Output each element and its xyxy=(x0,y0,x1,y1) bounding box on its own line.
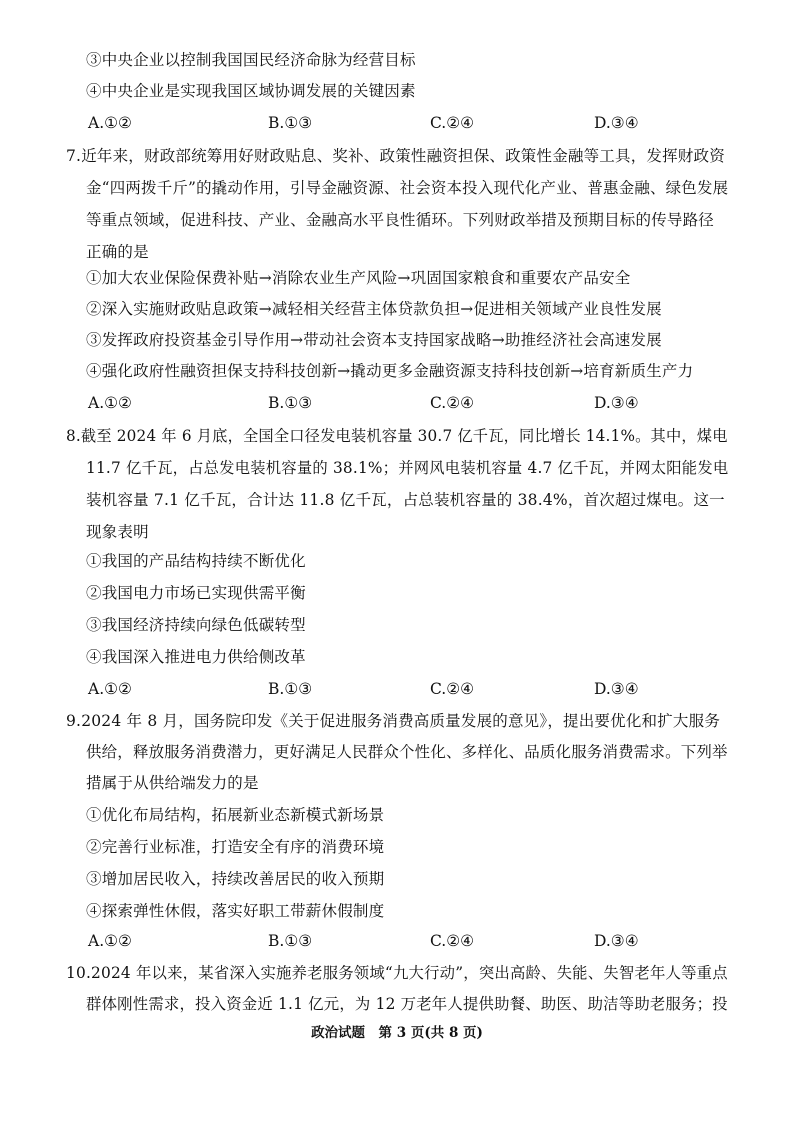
q8-option-b: B.①③ xyxy=(268,680,313,698)
q7-option-c: C.②④ xyxy=(430,394,475,412)
q9-item-3: ③增加居民收入，持续改善居民的收入预期 xyxy=(86,870,385,888)
q7-item-4: ④强化政府性融资担保支持科技创新→撬动更多金融资源支持科技创新→培育新质生产力 xyxy=(86,362,694,380)
q9-stem-line-3: 措属于从供给端发力的是 xyxy=(86,774,259,792)
q6-option-a: A.①② xyxy=(88,114,132,132)
q7-item-3: ③发挥政府投资基金引导作用→带动社会资本支持国家战略→助推经济社会高速发展 xyxy=(86,331,662,349)
q7-item-2: ②深入实施财政贴息政策→减轻相关经营主体贷款负担→促进相关领域产业良性发展 xyxy=(86,300,662,318)
q9-option-c: C.②④ xyxy=(430,932,475,950)
q6-item-3: ③中央企业以控制我国国民经济命脉为经营目标 xyxy=(86,51,416,69)
page-footer: 政治试题 第 3 页(共 8 页) xyxy=(311,1025,483,1041)
q6-option-c: C.②④ xyxy=(430,114,475,132)
q8-stem-line-4: 现象表明 xyxy=(86,523,149,541)
q7-stem-line-4: 正确的是 xyxy=(86,243,149,261)
q9-option-a: A.①② xyxy=(88,932,132,950)
q9-item-2: ②完善行业标准，打造安全有序的消费环境 xyxy=(86,838,385,856)
q9-option-d: D.③④ xyxy=(594,932,639,950)
q8-item-3: ③我国经济持续向绿色低碳转型 xyxy=(86,616,306,634)
q9-stem-line-1: 9.2024 年 8 月，国务院印发《关于促进服务消费高质量发展的意见》，提出要优化和扩大服务 xyxy=(66,712,721,730)
q8-option-d: D.③④ xyxy=(594,680,639,698)
q7-option-d: D.③④ xyxy=(594,394,639,412)
q8-option-a: A.①② xyxy=(88,680,132,698)
q7-item-1: ①加大农业保险保费补贴→消除农业生产风险→巩固国家粮食和重要农产品安全 xyxy=(86,269,631,287)
q6-item-4: ④中央企业是实现我国区域协调发展的关键因素 xyxy=(86,82,416,100)
q8-stem-line-2: 11.7 亿千瓦，占总发电装机容量的 38.1%；并网风电装机容量 4.7 亿千瓦，并网太阳能发电 xyxy=(86,459,729,477)
q8-item-2: ②我国电力市场已实现供需平衡 xyxy=(86,584,306,602)
q7-option-a: A.①② xyxy=(88,394,132,412)
q7-stem-line-2: 金“四两拨千斤”的撬动作用，引导金融资源、社会资本投入现代化产业、普惠金融、绿色发展 xyxy=(86,179,729,197)
q10-stem-line-2: 群体刚性需求，投入资金近 1.1 亿元，为 12 万老年人提供助餐、助医、助洁等助老服务；投 xyxy=(86,995,728,1013)
q8-stem-line-1: 8.截至 2024 年 6 月底，全国全口径发电装机容量 30.7 亿千瓦，同比增长 14.1%。其中，煤电 xyxy=(66,427,728,445)
q6-option-b: B.①③ xyxy=(268,114,313,132)
q8-stem-line-3: 装机容量 7.1 亿千瓦，合计达 11.8 亿千瓦，占总装机容量的 38.4%，首次超过煤电。这一 xyxy=(86,491,725,509)
q9-stem-line-2: 供给，释放服务消费潜力，更好满足人民群众个性化、多样化、品质化服务消费需求。下列举 xyxy=(86,743,728,761)
q7-stem-line-1: 7.近年来，财政部统筹用好财政贴息、奖补、政策性融资担保、政策性金融等工具，发挥财政资 xyxy=(66,147,725,165)
q6-option-d: D.③④ xyxy=(594,114,639,132)
q9-item-1: ①优化布局结构，拓展新业态新模式新场景 xyxy=(86,806,385,824)
q9-item-4: ④探索弹性休假，落实好职工带薪休假制度 xyxy=(86,902,385,920)
q10-stem-line-1: 10.2024 年以来，某省深入实施养老服务领域“九大行动”，突出高龄、失能、失智老年人等重点 xyxy=(66,964,728,982)
q7-option-b: B.①③ xyxy=(268,394,313,412)
q8-item-4: ④我国深入推进电力供给侧改革 xyxy=(86,648,306,666)
q7-stem-line-3: 等重点领域，促进科技、产业、金融高水平良性循环。下列财政举措及预期目标的传导路径 xyxy=(86,211,715,229)
q8-option-c: C.②④ xyxy=(430,680,475,698)
q9-option-b: B.①③ xyxy=(268,932,313,950)
q8-item-1: ①我国的产品结构持续不断优化 xyxy=(86,552,306,570)
